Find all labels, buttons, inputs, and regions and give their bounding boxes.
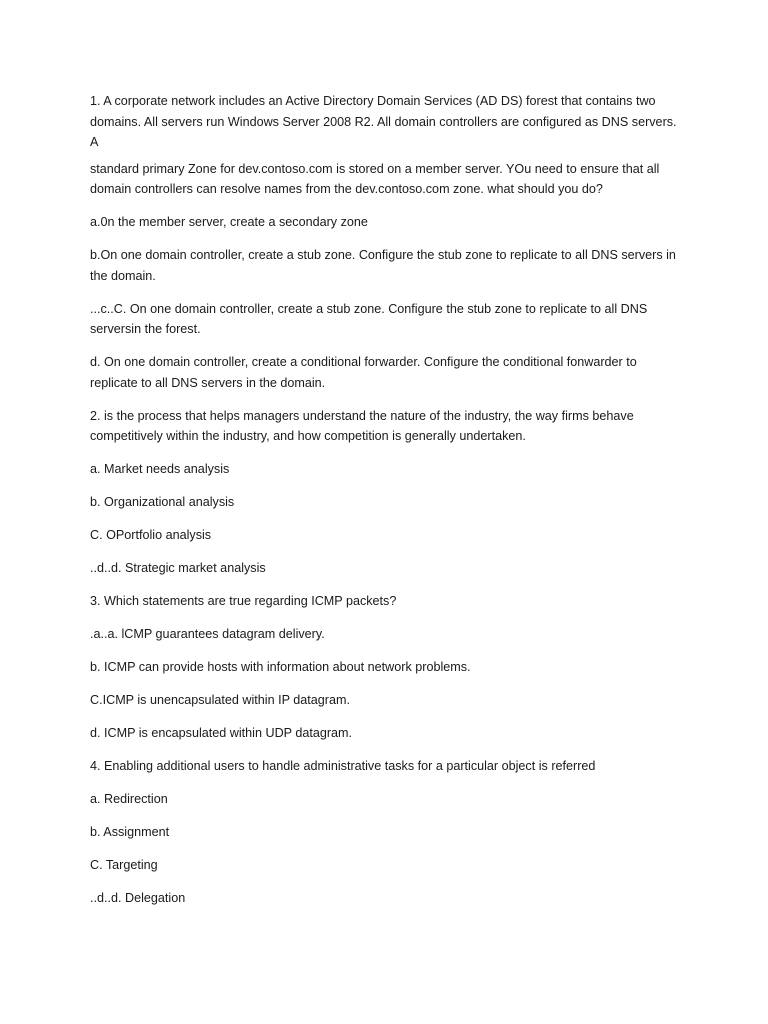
question-2-option-a: a. Market needs analysis xyxy=(90,462,230,476)
question-1-option-a: a.0n the member server, create a secondary zone xyxy=(90,215,368,229)
question-2-text: 2. is the process that helps managers understand the nature of the industry, the way firms behave competitively within the industry, and how competition is generally undertaken. xyxy=(90,408,634,443)
question-1-option-b: b.On one domain controller, create a stub zone. Configure the stub zone to replicate to all DNS servers in the domain. xyxy=(90,248,676,283)
document-body xyxy=(90,91,680,921)
question-4-option-d: ..d..d. Delegation xyxy=(90,891,186,905)
question-3-option-d: d. ICMP is encapsulated within UDP datagram. xyxy=(90,726,353,740)
question-1-option-c: ...c..C. On one domain controller, create a stub zone. Configure the stub zone to replicate to all DNS serversin the forest. xyxy=(90,301,648,336)
question-3-text: 3. Which statements are true regarding ICMP packets? xyxy=(90,594,397,608)
question-1-text: 1. A corporate network includes an Active Directory Domain Services (AD DS) forest that contains two domains. All servers run Windows Server 2008 R2. All domain controllers are configured as DNS servers. A xyxy=(90,94,677,149)
question-4-option-a: a. Redirection xyxy=(90,792,168,806)
question-2-option-c: C. OPortfolio analysis xyxy=(90,528,212,542)
question-4-text: 4. Enabling additional users to handle administrative tasks for a particular object is referred xyxy=(90,759,596,773)
question-2-option-d: ..d..d. Strategic market analysis xyxy=(90,561,266,575)
question-2-option-b: b. Organizational analysis xyxy=(90,495,235,509)
question-1-option-d: d. On one domain controller, create a conditional forwarder. Configure the conditional fonwarder to replicate to all DNS servers in the domain. xyxy=(90,355,637,390)
question-3-option-c: C.ICMP is unencapsulated within IP datagram. xyxy=(90,693,350,707)
question-3-option-b: b. ICMP can provide hosts with information about network problems. xyxy=(90,660,471,674)
question-4-option-b: b. Assignment xyxy=(90,825,170,839)
question-3-option-a: .a..a. lCMP guarantees datagram delivery. xyxy=(90,627,325,641)
question-4-option-c: C. Targeting xyxy=(90,858,158,872)
question-1-text-continued: standard primary Zone for dev.contoso.com is stored on a member server. YOu need to ensure that all domain controllers can resolve names from the dev.contoso.com zone. what should you do? xyxy=(90,161,660,196)
